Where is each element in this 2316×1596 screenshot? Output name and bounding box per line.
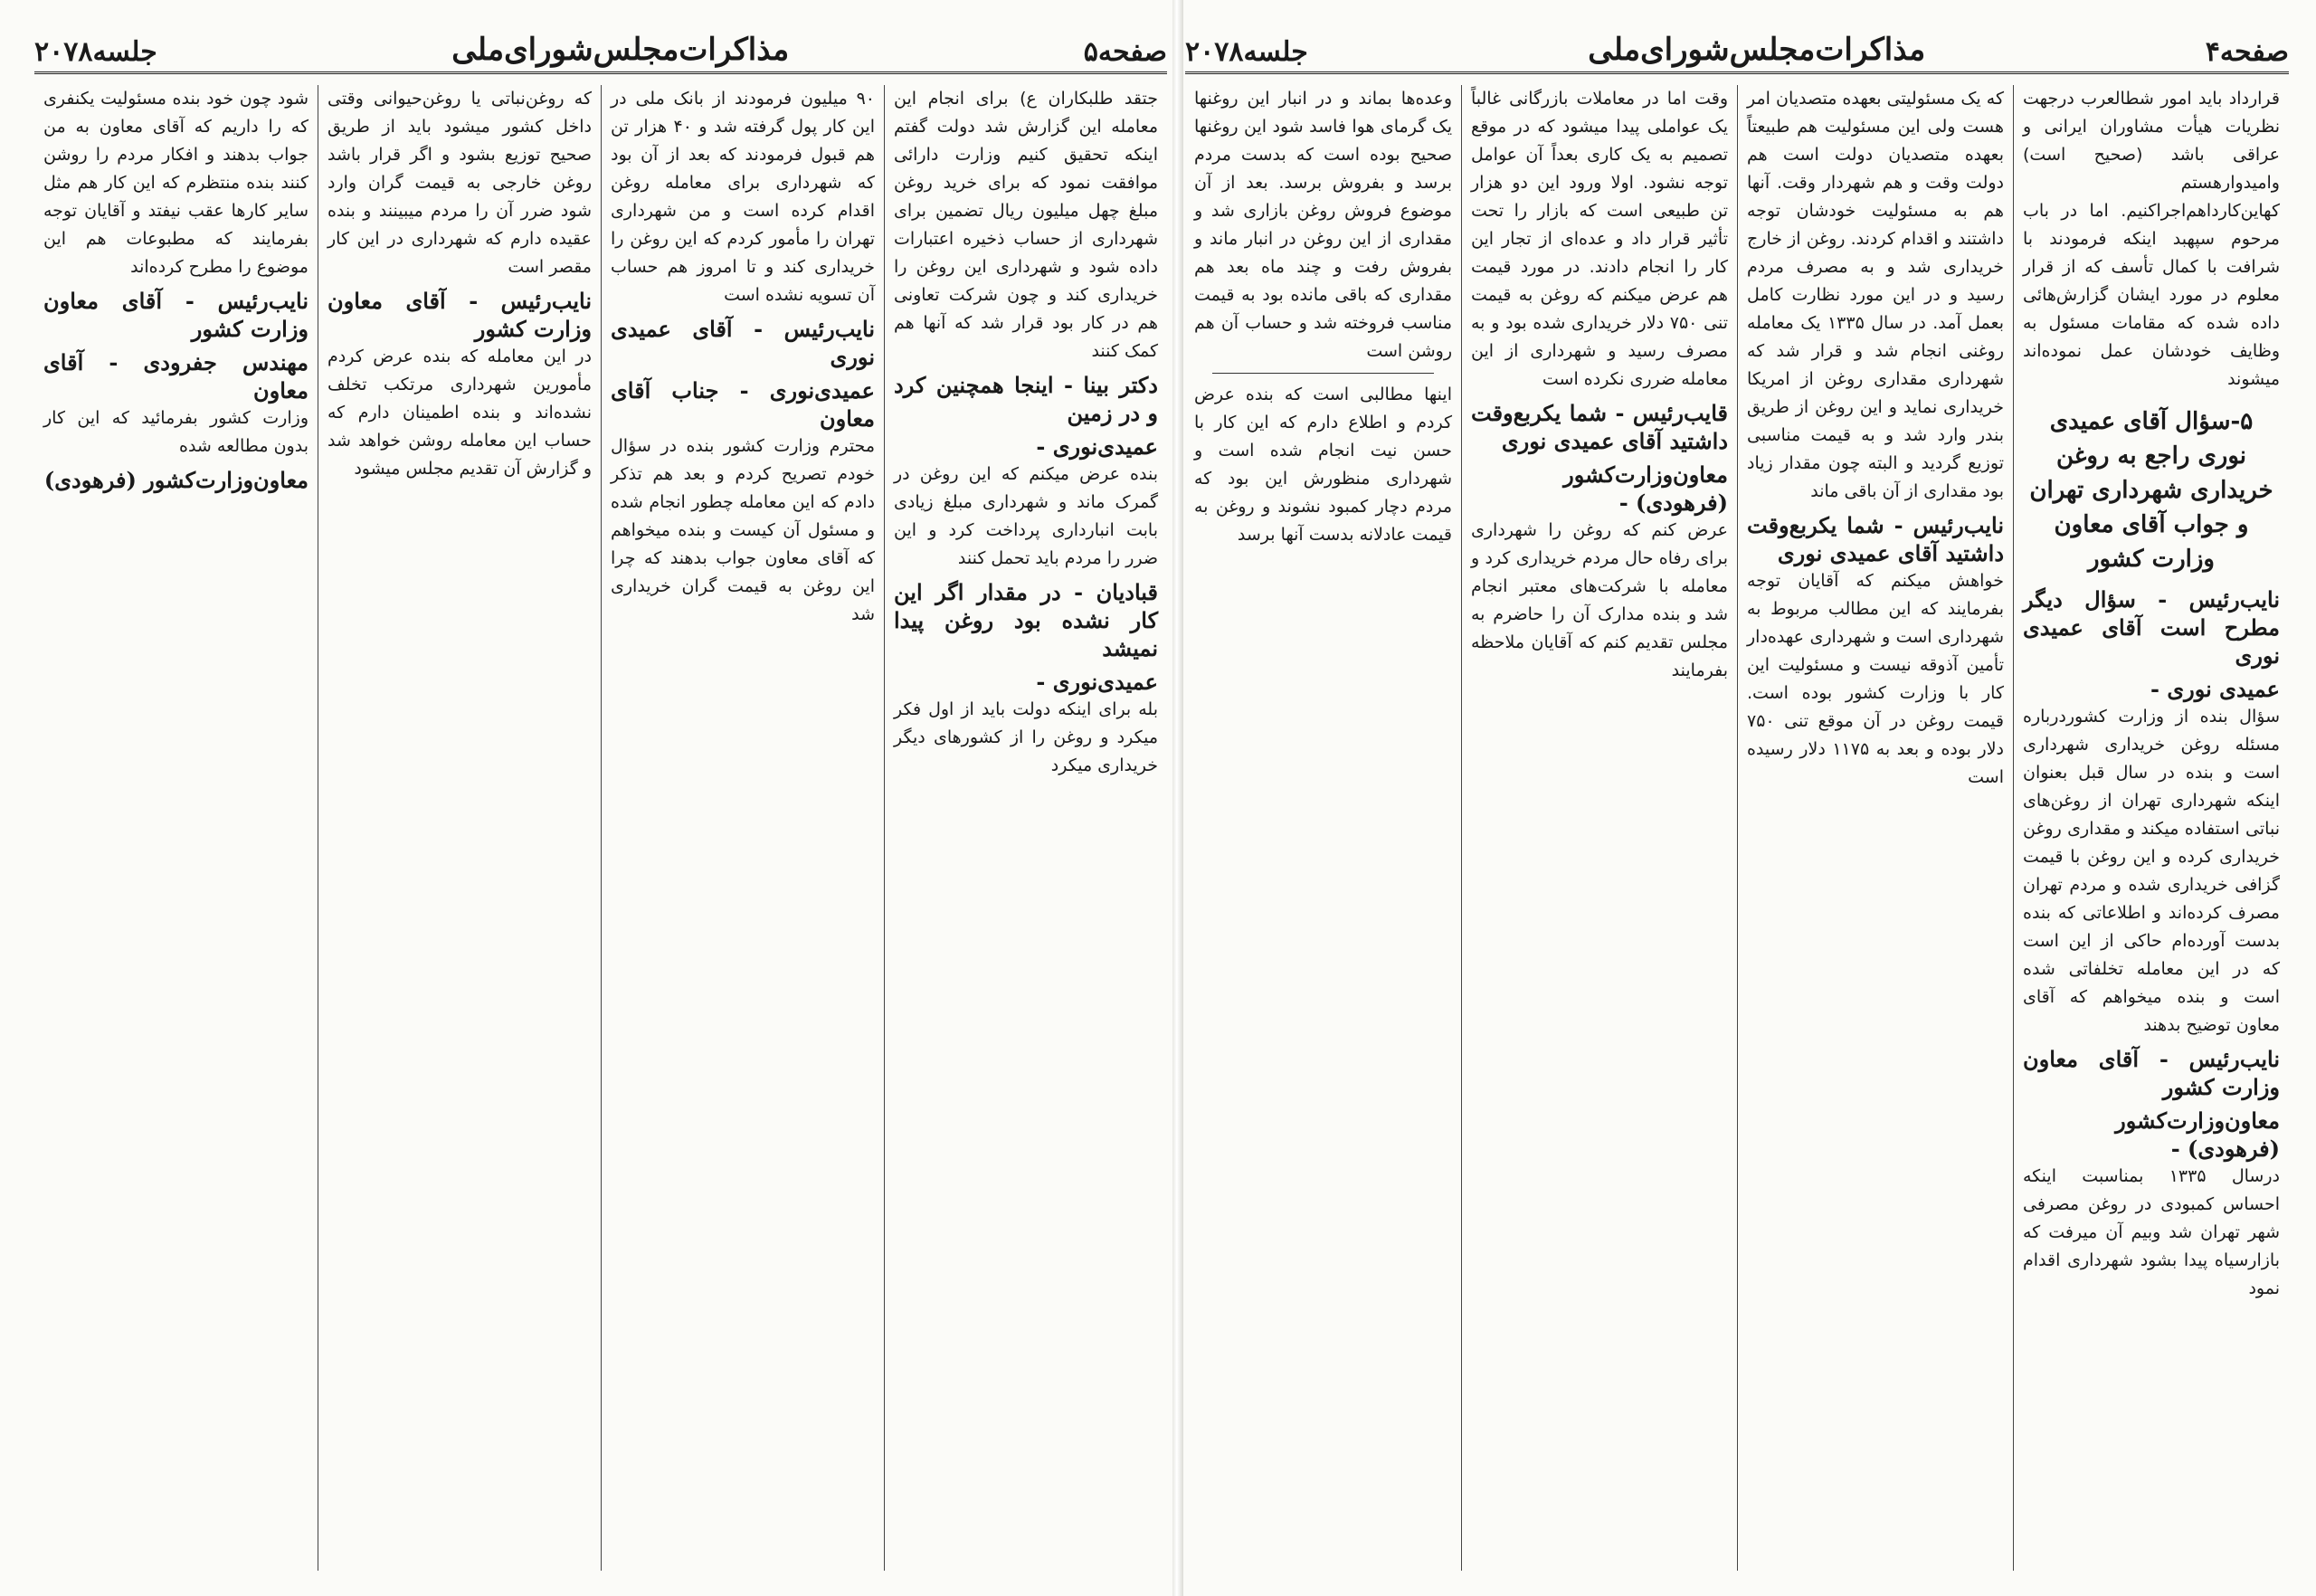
text-block: وزارت کشور بفرمائید که این کار بدون مطالعه شده	[43, 408, 308, 456]
speaker-line: نایب‌رئیس - آقای معاون وزارت کشور	[2023, 1046, 2280, 1100]
speaker-line: معاون‌وزارت‌کشور (فرهودی) -	[2115, 1107, 2280, 1162]
speaker-line: معاون‌وزارت‌کشور (فرهودی)	[43, 467, 308, 493]
session-label: جلسه۲۰۷۸	[34, 36, 157, 68]
text-block: جتقد طلبکاران ع) برای انجام این معامله این گزارش شد دولت گفتم اینکه تحقیق کنیم وزارت دارائی موافقت نمود که برای خرید روغن مبلغ چهل میلیون ریال تضمین برای شهرداری از حساب ذخیره اعتبارات داده شود و شهرداری این روغن را خریداری کند و چون شرکت تعاونی هم در کار بود قرار شد که آنها هم کمک کنند	[894, 89, 1158, 361]
speaker-line: نایب‌رئیس - آقای معاون وزارت کشور	[327, 288, 592, 342]
text-block: قرارداد باید امور شطالعرب درجهت نظریات هیأت مشاوران ایرانی و عراقی باشد (صحیح است) وامیدوارهستم کهاین‌کارداهم‌اجراکنیم. اما در باب مرحوم سپهبد اینکه فرمودند با شرافت با کمال تأسف که از قرار معلوم در مورد ایشان گزارش‌هائی داده شده که مقامات مسئول به وظایف خودشان عمل نموده‌اند میشوند	[2023, 89, 2280, 389]
page-left	[25, 20, 1176, 1578]
speaker-line: نایب‌رئیس - آقای معاون وزارت کشور	[43, 288, 308, 342]
column-3	[318, 85, 601, 1571]
column-4	[34, 85, 318, 1571]
page-label: صفحه۴	[2205, 36, 2289, 68]
column-4	[1185, 85, 1461, 1571]
text-block: عرض کنم که روغن را شهرداری برای رفاه حال مردم خریداری کرد و معامله با شرکت‌های معتبر انجام شد و بنده مدارک آن را حاضرم به مجلس تقدیم کنم که آقایان ملاحظه بفرمایند	[1471, 520, 1728, 680]
speaker-line: نایب‌رئیس - سؤال دیگر مطرح است آقای عمیدی نوری	[2023, 586, 2280, 669]
text-block: بله برای اینکه دولت باید از اول فکر میکرد و روغن را از کشورهای دیگر خریداری میکرد	[894, 699, 1158, 775]
column-2	[601, 85, 884, 1571]
page-title: مذاکرات‌مجلس‌شورای‌ملی	[1588, 32, 1926, 68]
text-block: سؤال بنده از وزارت کشوردرباره مسئله روغن خریداری شهرداری است و بنده در سال قبل بعنوان اینکه شهرداری تهران از روغن‌های نباتی استفاده میکند و مقداری روغن خریداری کرده و این روغن با قیمت گزافی خریداری شده و مردم تهران مصرف کرده‌اند و اطلاعاتی که بنده بدست آورده‌ام حاکی از این است که در این معامله تخلفاتی شده است و بنده میخواهم که آقای معاون توضیح بدهند	[2023, 707, 2280, 1035]
text-block: درسال ۱۳۳۵ بمناسبت اینکه احساس کمبودی در روغن مصرفی شهر تهران شد وبیم آن میرفت که بازارسیاه پیدا بشود شهرداری اقدام نمود	[2023, 1166, 2280, 1298]
section-headline: ۵-سؤال آقای عمیدی نوری راجع به روغن خریداری شهرداری تهران و جواب آقای معاون وزارت کشور	[2029, 408, 2273, 573]
speaker-line: معاون‌وزارت‌کشور (فرهودی) -	[1563, 461, 1728, 516]
column-1	[2013, 85, 2289, 1571]
columns-left	[34, 85, 1167, 1571]
columns-right	[1185, 85, 2289, 1571]
text-block: ۹۰ میلیون فرمودند از بانک ملی در این کار پول گرفته شد و ۴۰ هزار تن هم قبول فرمودند که بعد از آن بود که شهرداری برای معامله روغن اقدام کرده است و من شهرداری تهران را مأمور کردم که این روغن را خریداری کند و تا امروز هم حساب آن تسویه نشده است	[611, 89, 875, 305]
page-right	[1176, 20, 2298, 1578]
speaker-line: عمیدی نوری -	[2150, 676, 2280, 702]
speaker-line: عمیدی‌نوری -	[1036, 669, 1158, 695]
text-block: محترم وزارت کشور بنده در سؤال خودم تصریح کردم و بعد هم تذکر دادم که این معامله چطور انجام شده و مسئول آن کیست و بنده میخواهم که آقای معاون جواب بدهند که چرا این روغن به قیمت گران خریداری شد	[611, 436, 875, 624]
running-head-left	[34, 31, 1167, 74]
speaker-line: قبادیان - در مقدار اگر این کار نشده بود روغن پیدا نمیشد	[894, 579, 1158, 661]
text-block: در این معامله که بنده عرض کردم مأمورین شهرداری مرتکب تخلف نشده‌اند و بنده اطمینان دارم که حساب این معامله روشن خواهد شد و گزارش آن تقدیم مجلس میشود	[327, 347, 592, 479]
speaker-line: دکتر بینا - اینجا همچنین کرد و در زمین	[894, 372, 1158, 426]
column-2	[1737, 85, 2013, 1571]
divider	[1212, 373, 1434, 374]
text-block: که یک مسئولیتی بعهده متصدیان امر هست ولی این مسئولیت هم طبیعتاً بعهده متصدیان دولت است هم دولت وقت و هم شهردار وقت. آنها هم به مسئولیت خودشان توجه داشتند و اقدام کردند. روغن از خارج خریداری شد و به مصرف مردم رسید و در این مورد نظارت کامل بعمل آمد. در سال ۱۳۳۵ یک معامله روغنی انجام شد و قرار شد که شهرداری مقداری روغن از امریکا خریداری نماید و این روغن از طریق بندر وارد شد و به قیمت مناسبی توزیع گردید و البته چون مقدار زیاد بود مقداری از آن باقی ماند	[1747, 89, 2004, 501]
text-block: خواهش میکنم که آقایان توجه بفرمایند که این مطالب مربوط به شهرداری است و شهرداری عهده‌دار تأمین آذوقه نیست و مسئولیت این کار با وزارت کشور بوده است. قیمت روغن در آن موقع تنی ۷۵۰ دلار بوده و بعد به ۱۱۷۵ دلار رسیده است	[1747, 571, 2004, 787]
session-label: جلسه۲۰۷۸	[1185, 36, 1308, 68]
text-block: که روغن‌نباتی یا روغن‌حیوانی وقتی داخل کشور میشود باید از طریق صحیح توزیع بشود و اگر قرار باشد روغن خارجی به قیمت گران وارد شود ضرر آن را مردم میبینند و بنده عقیده دارم که شهرداری در این کار مقصر است	[327, 89, 592, 277]
speaker-line: نایب‌رئیس - شما یکربع‌وقت داشتید آقای عمیدی نوری	[1747, 512, 2004, 566]
speaker-line: عمیدی‌نوری - جناب آقای معاون	[611, 377, 875, 432]
speaker-line: نایب‌رئیس - آقای عمیدی نوری	[611, 316, 875, 370]
text-block: وعده‌ها بماند و در انبار این روغنها یک گرمای هوا فاسد شود این روغنها صحیح بوده است که بدست مردم برسد و بفروش برسد. بعد از آن موضوع فروش روغن بازاری شد و مقداری از این روغن در انبار ماند و بفروش رفت و چند ماه بعد هم مقداری که باقی مانده بود به قیمت مناسب فروخته شد و حساب آن هم روشن است	[1194, 89, 1452, 361]
page-label: صفحه۵	[1083, 36, 1167, 68]
page-title: مذاکرات‌مجلس‌شورای‌ملی	[451, 32, 790, 68]
column-1	[884, 85, 1167, 1571]
text-block: اینها مطالبی است که بنده عرض کردم و اطلاع دارم که این کار با حسن نیت انجام شده است و شهرداری منظورش این بود که مردم دچار کمبود نشوند و روغن به قیمت عادلانه بدست آنها برسد	[1194, 385, 1452, 545]
text-block: بنده عرض میکنم که این روغن در گمرک ماند و شهرداری مبلغ زیادی بابت انبارداری پرداخت کرد و این ضرر را مردم باید تحمل کنند	[894, 464, 1158, 568]
running-head-right	[1185, 31, 2289, 74]
text-block: وقت اما در معاملات بازرگانی غالباً یک عواملی پیدا میشود که در موقع تصمیم به یک کاری بعداً آن عوامل توجه نشود. اولا ورود این دو هزار تن طبیعی است که بازار را تحت تأثیر قرار داد و عده‌ای از تجار این کار را انجام دادند. در مورد قیمت هم عرض میکنم که روغن به قیمت تنی ۷۵۰ دلار خریداری شده بود و به مصرف رسید و شهرداری از این معامله ضرری نکرده است	[1471, 89, 1728, 389]
text-block: شود چون خود بنده مسئولیت یکنفری که را داریم که آقای معاون به من جواب بدهند و افکار مردم را روشن کنند بنده منتظرم که این کار هم مثل سایر کارها عقب نیفتد و آقایان توجه بفرمایند که مطبوعات هم این موضوع را مطرح کرده‌اند	[43, 89, 308, 277]
speaker-line: مهندس جفرودی - آقای معاون	[43, 349, 308, 404]
column-3	[1461, 85, 1737, 1571]
speaker-line: قایب‌رئیس - شما یکربع‌وقت داشتید آقای عمیدی نوری	[1471, 400, 1728, 454]
speaker-line: عمیدی‌نوری -	[1036, 433, 1158, 460]
